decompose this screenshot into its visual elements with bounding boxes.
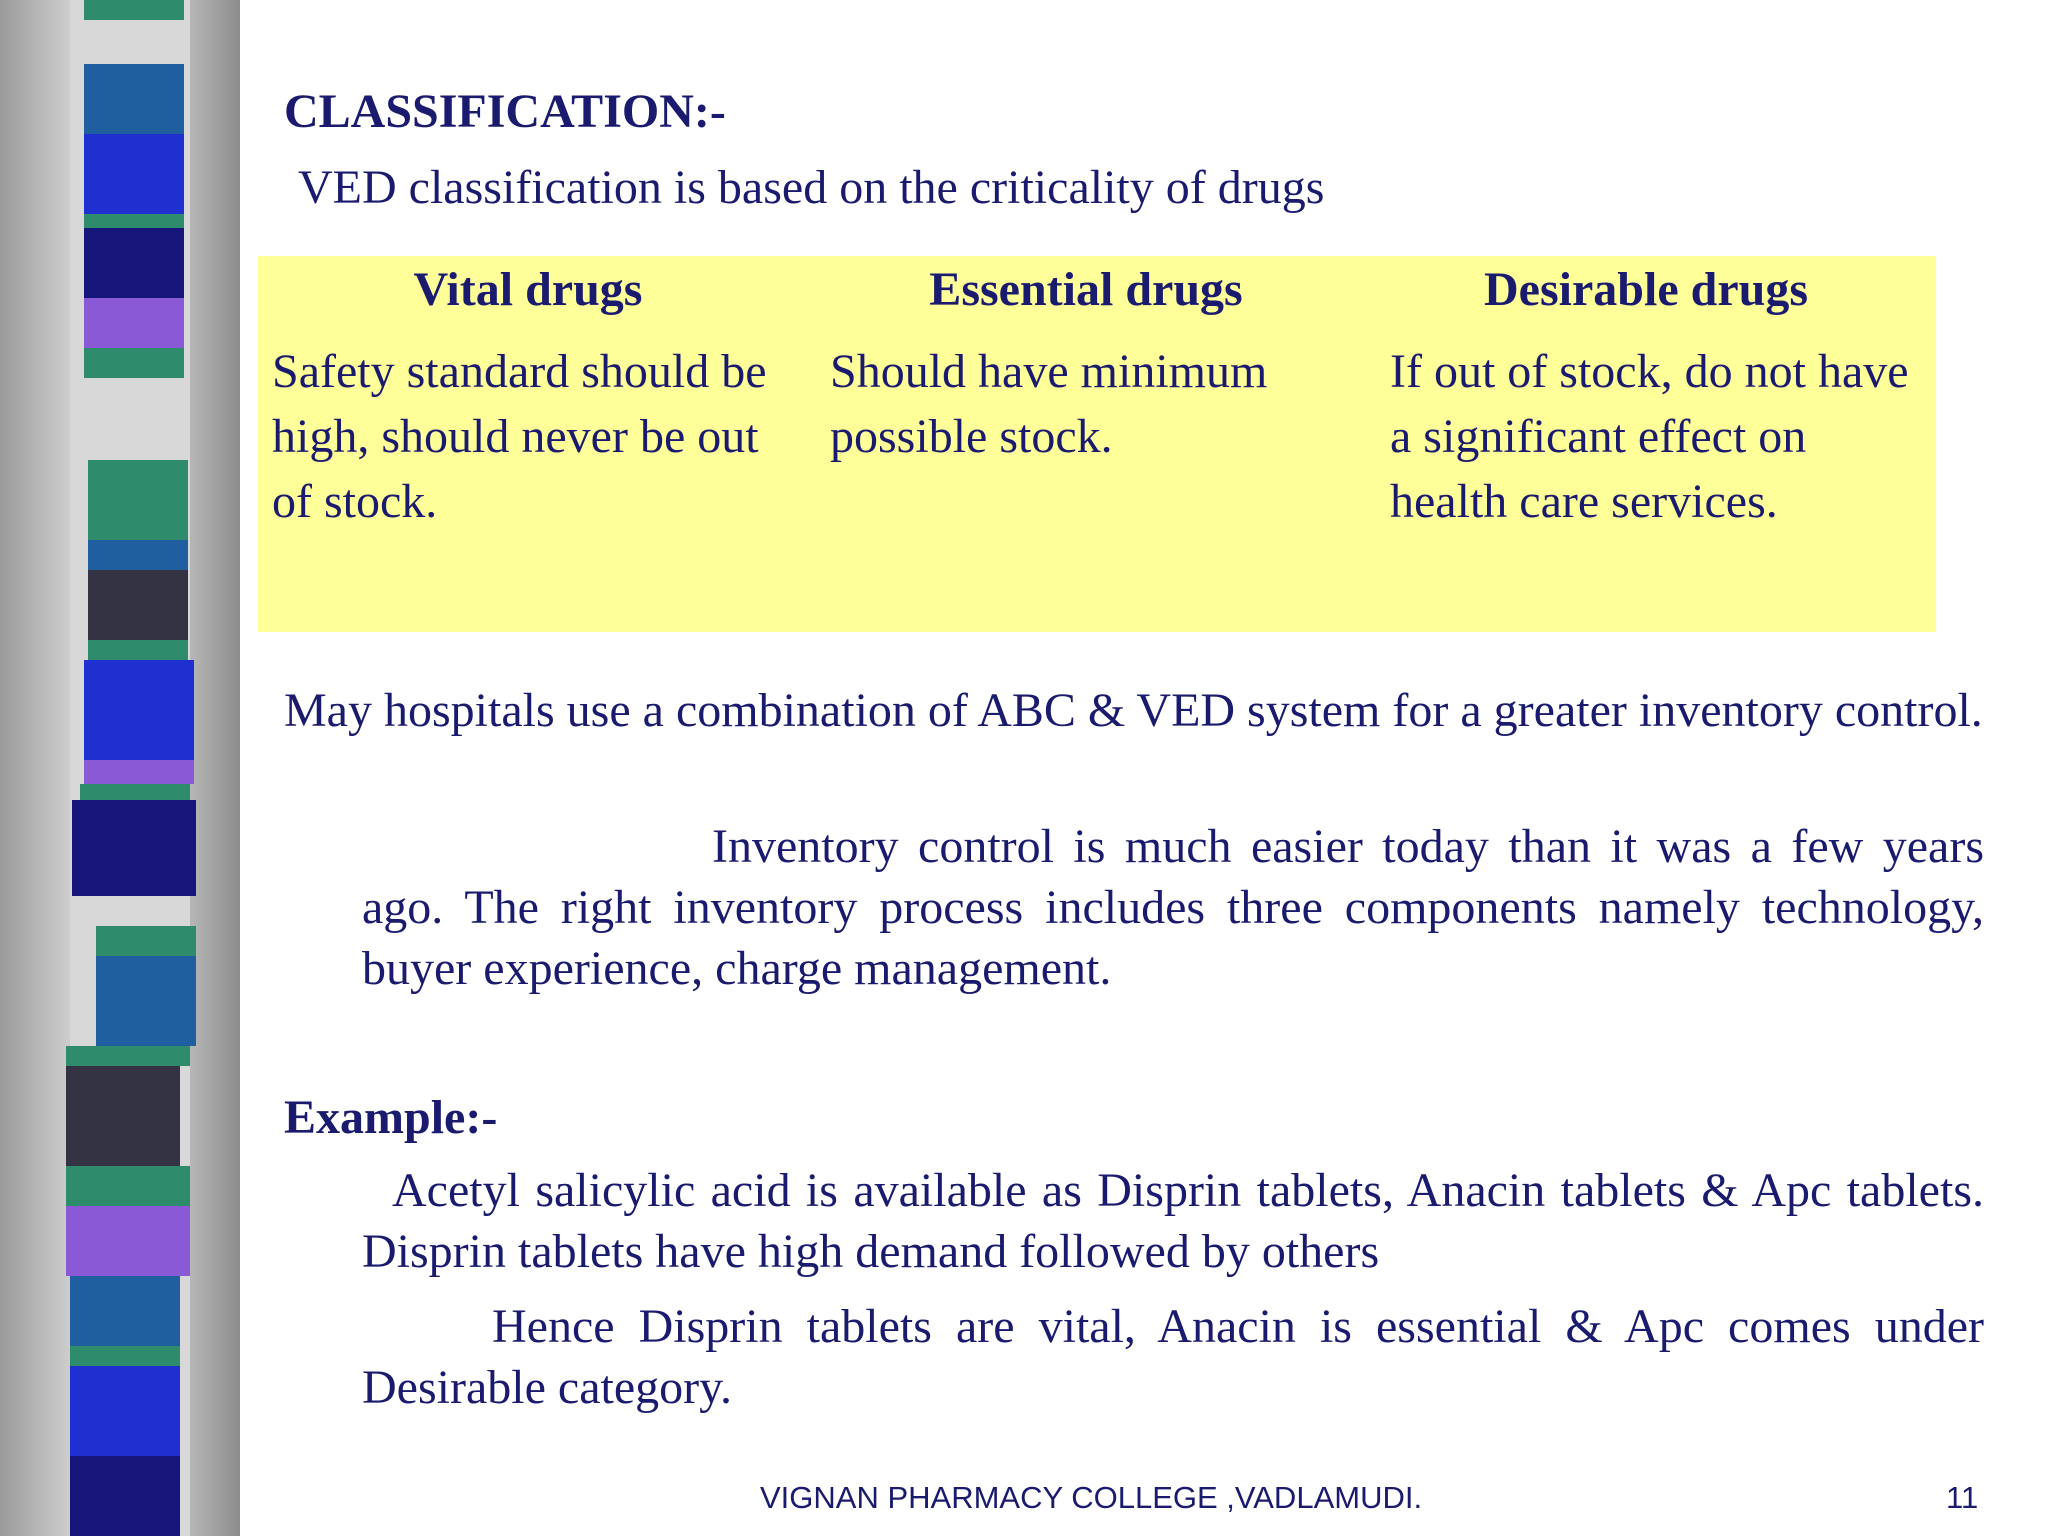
page-number: 11 (1946, 1480, 1979, 1515)
column-title: Essential drugs (929, 263, 1243, 316)
intro-text: VED classification is based on the criticality of drugs (298, 161, 1325, 214)
column-title: Desirable drugs (1484, 263, 1808, 316)
column-text: Should have minimum possible stock. (830, 345, 1268, 463)
column-title: Vital drugs (413, 263, 643, 316)
slide-heading: CLASSIFICATION:- (284, 85, 726, 138)
ved-classification-table (258, 256, 1936, 632)
table-column-vital (258, 256, 798, 534)
paragraph-conclusion: Hence Disprin tablets are vital, Anacin is essential & Apc comes under Desirable category. (362, 1300, 1984, 1414)
column-text: If out of stock, do not have a significant effect on health care services. (1390, 345, 1909, 528)
table-column-desirable (1376, 256, 1916, 534)
decorative-side-strip (0, 0, 240, 1536)
paragraph-example: Acetyl salicylic acid is available as Disprin tablets, Anacin tablets & Apc tablets. Disprin tablets have high demand followed by others (362, 1164, 1984, 1278)
column-text: Safety standard should be high, should never be out of stock. (272, 345, 767, 528)
table-column-essential (816, 256, 1356, 469)
paragraph-inventory-control: Inventory control is much easier today than it was a few years ago. The right inventory process includes three components namely technology, buyer experience, charge management. (362, 820, 1984, 995)
paragraph-abc-ved: May hospitals use a combination of ABC & VED system for a greater inventory control. (284, 684, 1983, 737)
example-heading: Example:- (284, 1091, 498, 1144)
footer-college-name: VIGNAN PHARMACY COLLEGE ,VADLAMUDI. (760, 1480, 1423, 1515)
